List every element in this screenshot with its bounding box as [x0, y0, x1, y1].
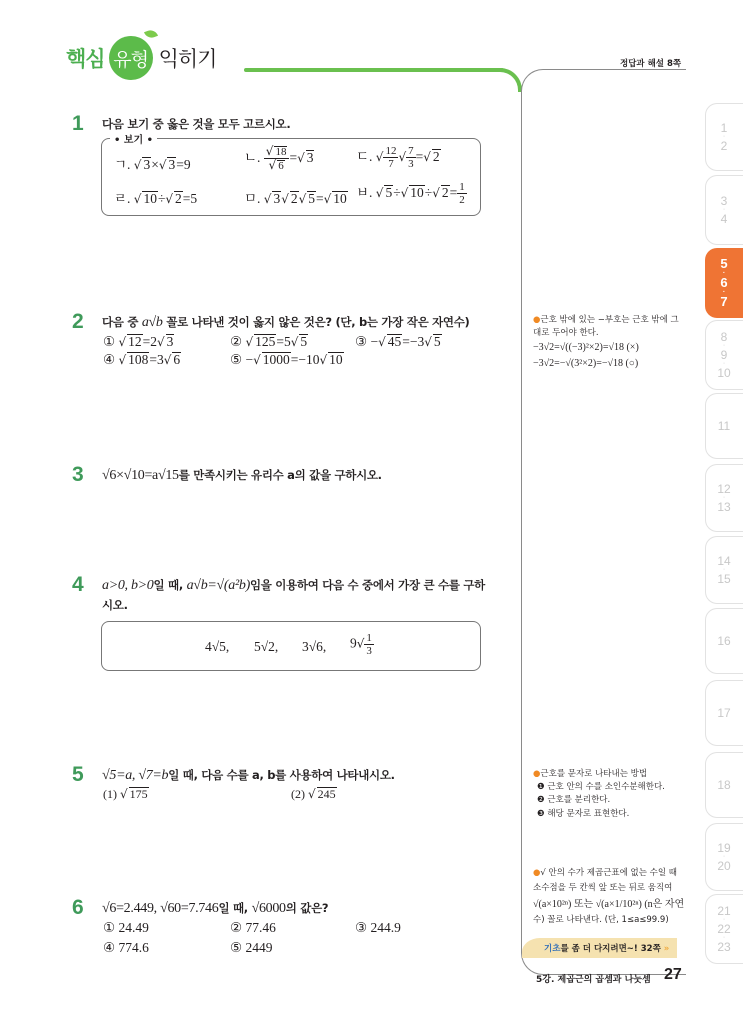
tab-label: 15 — [717, 571, 731, 586]
note-line: −3√2=−√(3²×2)=−√18 (○) — [533, 357, 639, 369]
question-text — [102, 577, 485, 594]
item-label: ㅂ. — [356, 185, 373, 200]
item-expr: √ 5÷√ 10÷√ 2= $\frac{1}{2}$ — [375, 181, 465, 207]
text-part: 꼴로 나타낸 것이 옳지 않은 것은? (단, b는 가장 작은 자연수) — [162, 315, 470, 329]
math-part: √5=a, √7=b — [102, 768, 169, 783]
choice-label: ② — [230, 334, 243, 349]
text-part: 임을 이용하여 다음 수 중에서 가장 큰 수를 구하 — [249, 578, 485, 592]
example-box — [101, 135, 481, 216]
choice-label: ① — [103, 334, 116, 349]
note-line: √ 안의 수가 제곱근표에 없는 수일 때 — [540, 868, 678, 878]
basics-review-banner[interactable] — [522, 938, 677, 958]
box-item: 9√ $\frac{1}{3}$ — [350, 632, 372, 658]
example-item — [114, 187, 197, 207]
item-expr: √ 10÷√ 2=5 — [133, 191, 198, 206]
tab-label: 13 — [717, 499, 731, 514]
note-line: −3√2=√((−3)²×2)=√18 (×) — [533, 342, 639, 354]
item-label: ㅁ. — [244, 191, 261, 206]
header-badge-text: 유형 — [113, 48, 148, 71]
part-2: (2) √ 245 — [291, 787, 336, 801]
math-part: √6×√10=a√15 — [102, 468, 179, 483]
question-text: 다음 보기 중 옳은 것을 모두 고르시오. — [102, 117, 291, 131]
tab-label: 8 — [720, 329, 728, 344]
tab-label: 20 — [717, 858, 731, 873]
header-badge — [109, 36, 153, 80]
question-number: 1 — [72, 112, 84, 135]
choice-label: ③ — [355, 334, 368, 349]
choice-label: ④ — [103, 940, 116, 955]
math-part: a>0, b>0 — [102, 578, 154, 593]
text-part: 일 때, — [153, 578, 187, 592]
item-label: ㄷ. — [356, 149, 373, 164]
tab-3-4[interactable]: 3 · 4 — [705, 175, 743, 245]
part-label: (2) — [291, 787, 305, 801]
note-line: 대로 두어야 한다. — [533, 328, 599, 339]
choice-label: ⑤ — [230, 940, 243, 955]
tab-label: 1 — [720, 120, 728, 135]
tab-label: 12 — [717, 481, 731, 496]
tab-label: 10 — [717, 365, 731, 380]
tab-label: 11 — [717, 418, 731, 433]
text-part: 일 때, — [218, 901, 252, 915]
tab-8-9-10[interactable]: 8 · 9 · 10 — [705, 320, 743, 390]
note-line: 근호 밖에 있는 −부호는 근호 밖에 그 — [540, 315, 679, 325]
box-item: 4√5, — [205, 639, 230, 654]
tab-21-22-23[interactable]: 21 · 22 · 23 — [705, 894, 743, 964]
tab-label: 18 — [717, 777, 731, 792]
page-number: 27 — [664, 966, 682, 983]
choice-label: ② — [230, 920, 243, 935]
item-label: ㄴ. — [244, 149, 261, 165]
math-part: a√b — [141, 315, 163, 330]
question-text — [102, 314, 469, 331]
note-line: √(a×10²ⁿ) 또는 √(a×1/10²ⁿ) (n은 자연 — [533, 898, 685, 910]
tab-label: 16 — [717, 633, 731, 648]
question-text-line2: 시오. — [102, 598, 128, 612]
choice-value: 244.9 — [370, 920, 401, 935]
math-part: √6=2.449, √60=7.746 — [102, 901, 219, 916]
tab-18[interactable] — [705, 752, 743, 818]
tab-label: 5 — [720, 255, 728, 271]
note-step: ❶ 근호 안의 수를 소인수분해한다. — [537, 782, 665, 793]
note-step: ❸ 해당 문자로 표현한다. — [537, 808, 630, 819]
choice-value: 2449 — [245, 940, 273, 955]
question-number: 5 — [72, 763, 84, 786]
tab-label: 4 — [720, 211, 728, 226]
math-part: √6000 — [251, 901, 286, 916]
text-part: 의 값은? — [285, 901, 329, 915]
note-title: 근호를 문자로 나타내는 방법 — [540, 769, 648, 779]
choice-4[interactable]: ④ √ 108=3√ 6 — [103, 352, 181, 367]
example-item — [244, 145, 314, 172]
item-expr: √ $\frac{12}{7}$ √ $\frac{7}{3}$ =√ 2 — [375, 145, 440, 171]
side-note-negative-sign — [533, 314, 679, 371]
choice-value: 24.49 — [118, 920, 149, 935]
choice-1[interactable] — [103, 920, 149, 936]
question-number: 2 — [72, 310, 84, 333]
tab-1-2[interactable]: 1 · 2 — [705, 103, 743, 171]
item-expr: √ 3×√ 3=9 — [133, 157, 191, 172]
note-step: ❷ 근호를 분리한다. — [537, 795, 611, 806]
box-item: 3√6, — [302, 639, 327, 654]
leaf-icon — [144, 28, 158, 40]
tab-label: 19 — [717, 840, 731, 855]
banner-text: 를 좀 더 다지려면~! 32쪽 — [560, 944, 661, 954]
item-expr: √ 3√ 2√ 5=√ 10 — [263, 191, 347, 206]
question-text — [102, 467, 382, 484]
text-part: 일 때, 다음 수를 a, b를 사용하여 나타내시오. — [168, 768, 395, 782]
choice-3[interactable] — [355, 920, 401, 936]
tab-12-13[interactable]: 12 · 13 — [705, 464, 743, 532]
section-header — [66, 38, 216, 78]
side-notes-panel — [521, 69, 686, 975]
bullet-icon: ● — [533, 769, 541, 779]
text-part: 다음 중 — [102, 315, 142, 329]
header-rule-curve — [498, 68, 522, 92]
tab-19-20[interactable]: 19 · 20 — [705, 823, 743, 891]
tab-label: 23 — [717, 939, 731, 954]
header-title-core: 핵심 — [66, 47, 105, 71]
chapter-title: 5강. 제곱근의 곱셈과 나눗셈 — [536, 975, 651, 985]
part-label: (1) — [103, 787, 117, 801]
bullet-icon: ● — [533, 868, 541, 878]
tab-label: 7 — [720, 294, 728, 310]
tab-label: 14 — [717, 553, 731, 568]
note-line: 수) 꼴로 나타낸다. (단, 1≤a≤99.9) — [533, 915, 669, 926]
tab-label: 3 — [720, 193, 728, 208]
choice-label: ④ — [103, 352, 116, 367]
choice-label: ① — [103, 920, 116, 935]
question-text — [102, 767, 395, 784]
math-part: a√b=√(a²b) — [186, 578, 250, 593]
tab-17[interactable] — [705, 680, 743, 746]
choice-5[interactable]: ⑤ −√ 1000=−10√ 10 — [230, 352, 343, 367]
tab-label: 9 — [720, 347, 728, 362]
example-item — [114, 153, 191, 173]
tab-label: 21 — [717, 903, 731, 918]
choice-value: 77.46 — [245, 920, 276, 935]
tab-14-15[interactable]: 14 · 15 — [705, 536, 743, 604]
box-item: 5√2, — [254, 639, 279, 654]
choice-3[interactable]: ③ −√ 45=−3√ 5 — [355, 334, 441, 349]
choice-1[interactable]: ① √ 12=2√ 3 — [103, 334, 174, 349]
choice-2[interactable] — [230, 920, 276, 936]
tab-label: 22 — [717, 921, 731, 936]
item-label: ㄹ. — [114, 191, 131, 206]
choice-4[interactable] — [103, 940, 149, 956]
text-part: 를 만족시키는 유리수 a의 값을 구하시오. — [178, 468, 382, 482]
numbers-box — [101, 621, 481, 671]
question-number: 4 — [72, 573, 84, 596]
double-chevron-right-icon: » — [663, 944, 670, 954]
question-number: 6 — [72, 896, 84, 919]
banner-highlight: 기초 — [544, 944, 561, 954]
example-box-label: • 보기 • — [110, 131, 157, 146]
question-text — [102, 900, 328, 917]
tab-label: 6 — [720, 275, 728, 291]
example-item — [356, 181, 467, 207]
choice-label: ③ — [355, 920, 368, 935]
choice-5[interactable] — [230, 940, 272, 956]
choice-label: ⑤ — [230, 352, 243, 367]
example-item — [356, 145, 441, 171]
tab-label: 17 — [717, 705, 731, 720]
part-1: (1) √ 175 — [103, 787, 148, 801]
item-expr: $\frac{√ 18}{√ 6}$ =√ 3 — [265, 144, 314, 173]
side-note-letter-method — [533, 768, 665, 821]
item-label: ㄱ. — [114, 157, 131, 172]
bullet-icon: ● — [533, 315, 541, 325]
choice-value: 774.6 — [118, 940, 149, 955]
tab-11[interactable] — [705, 393, 743, 459]
note-line: 소수점을 두 칸씩 앞 또는 뒤로 움직여 — [533, 882, 673, 893]
answer-reference: 정답과 해설 8쪽 — [620, 59, 682, 69]
header-title-practice: 익히기 — [158, 47, 217, 71]
tab-16[interactable] — [705, 608, 743, 674]
tab-5-6-7[interactable]: 5 · 6 · 7 — [705, 248, 743, 318]
choice-2[interactable]: ② √ 125=5√ 5 — [230, 334, 308, 349]
question-number: 3 — [72, 463, 84, 486]
header-rule — [244, 68, 504, 72]
side-note-decimal-shift — [533, 866, 684, 928]
example-item — [244, 187, 348, 207]
tab-label: 2 — [720, 138, 728, 153]
